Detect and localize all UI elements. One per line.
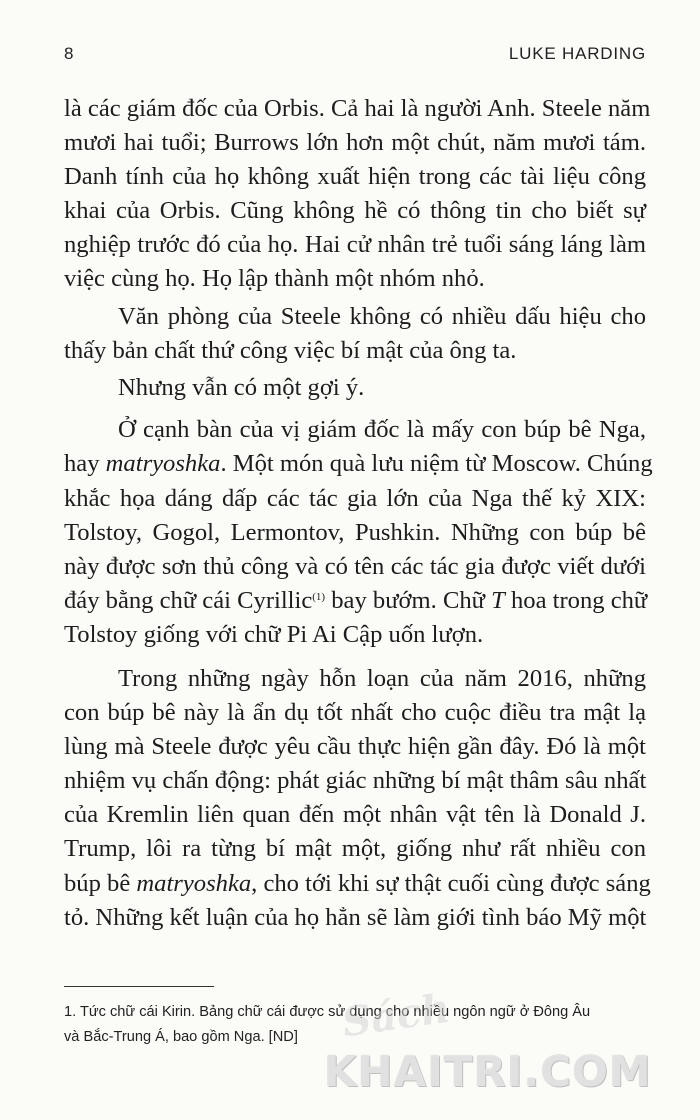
text-line: thấy bản chất thứ công việc bí mật của ông ta. (64, 337, 517, 365)
text-run: búp bê (64, 869, 137, 897)
running-head-author: LUKE HARDING (508, 44, 646, 63)
text-line: Trump, lôi ra từng bí mật một, giống như rất nhiều con (64, 835, 646, 863)
text-line: Tolstoy, Gogol, Lermontov, Pushkin. Những con búp bê (64, 518, 646, 546)
text-line: mươi hai tuổi; Burrows lớn hơn một chút, năm mươi tám. (64, 129, 646, 157)
page-header (0, 44, 700, 74)
text-line: là các giám đốc của Orbis. Cả hai là người Anh. Steele năm (64, 95, 651, 122)
text-line: Nhưng vẫn có một gợi ý. (118, 374, 365, 402)
text-line: nhiệm vụ chấn động: phát giác những bí mật thâm sâu nhất (64, 767, 647, 795)
text-line (64, 867, 651, 901)
text-line: con búp bê này là ẩn dụ tốt nhất cho cuộc điều tra mật lạ (64, 699, 646, 727)
footnote-marker: (1) (312, 590, 326, 603)
watermark-logo (324, 984, 664, 1102)
page-number: 8 (64, 44, 75, 63)
text-run: , cho tới khi sự thật cuối cùng được sáng (251, 869, 651, 897)
text-line: việc cùng họ. Họ lập thành một nhóm nhỏ. (64, 265, 485, 293)
text-run: bay bướm. Chữ (325, 586, 492, 614)
text-line: Trong những ngày hỗn loạn của năm 2016, những (118, 665, 646, 692)
text-line: khai của Orbis. Cũng không hề có thông tin cho biết sự (64, 197, 646, 225)
text-line: Danh tính của họ không xuất hiện trong các tài liệu công (64, 163, 646, 191)
text-line: nghiệp trước đó của họ. Hai cử nhân trẻ tuổi sáng láng làm (64, 231, 646, 259)
text-run: hay (64, 450, 106, 478)
text-run: hoa trong chữ (504, 586, 648, 614)
footnote-line: và Bắc-Trung Á, bao gồm Nga. [ND] (64, 1029, 298, 1045)
body-text (64, 92, 653, 935)
text-line: tỏ. Những kết luận của họ hẳn sẽ làm giới tình báo Mỹ một (64, 903, 647, 931)
text-line (64, 447, 653, 481)
text-run: đáy bằng chữ cái Cyrillic (64, 586, 313, 614)
text-line: khắc họa dáng dấp các tác gia lớn của Nga thế kỷ XIX: (64, 484, 646, 512)
text-line (64, 584, 646, 618)
italic-letter: T (491, 586, 505, 614)
italic-term: matryoshka (105, 450, 221, 478)
text-line: của Kremlin liên quan đến một nhân vật tên là Donald J. (64, 801, 646, 829)
watermark-script: Sách (339, 984, 453, 1047)
text-line: lùng mà Steele được yêu cầu thực hiện gần đây. Đó là một (64, 733, 646, 761)
italic-term: matryoshka (136, 869, 252, 897)
text-line: Ở cạnh bàn của vị giám đốc là mấy con búp bê Nga, (118, 416, 646, 444)
watermark-brand: KHAITRI.COM (324, 1047, 652, 1096)
text-line: này được sơn thủ công và có tên các tác gia được viết dưới (64, 552, 646, 580)
footnote-line: 1. Tức chữ cái Kirin. Bảng chữ cái được sử dụng cho nhiều ngôn ngữ ở Đông Âu (64, 1004, 591, 1020)
text-line: Văn phòng của Steele không có nhiều dấu hiệu cho (118, 303, 646, 331)
footnote-divider (64, 986, 214, 987)
text-run: . Một món quà lưu niệm từ Moscow. Chúng (220, 450, 653, 478)
text-line: Tolstoy giống với chữ Pi Ai Cập uốn lượn. (64, 620, 484, 648)
